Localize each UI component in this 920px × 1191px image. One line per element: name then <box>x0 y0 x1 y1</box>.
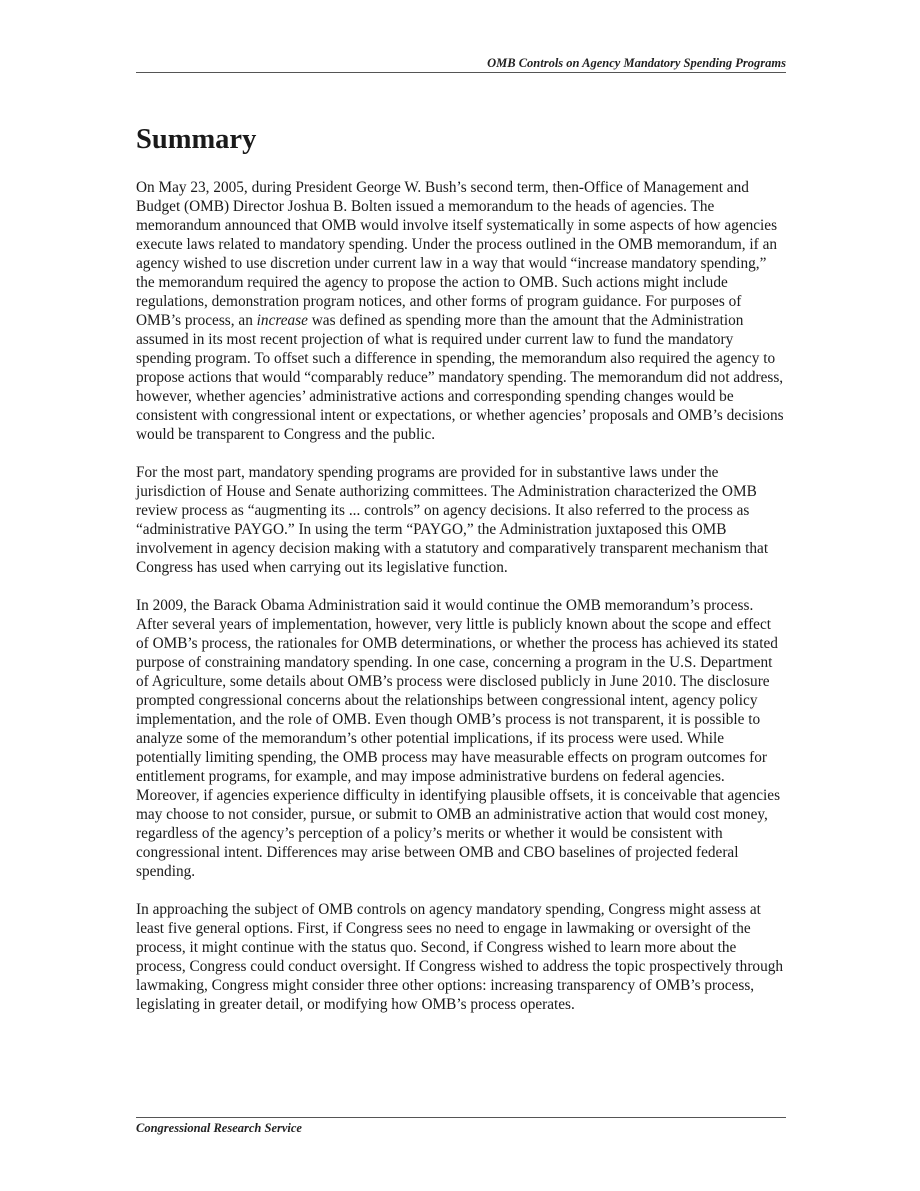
paragraph-1-part-1: On May 23, 2005, during President George W. Bush’s second term, then-Office of Management and Budget (OMB) Director Joshua B. Bolten issued a memorandum to the heads of agencies. The memorandum announced that OMB would involve itself systematically in some aspects of how agencies execute laws related to mandatory spending. Under the process outlined in the OMB memorandum, if an agency wished to use discretion under current law in a way that would “increase mandatory spending,” the memorandum required the agency to propose the action to OMB. Such actions might include regulations, demonstration program notices, and other forms of program guidance. For purposes of OMB’s process, an <box>136 179 778 329</box>
running-header: OMB Controls on Agency Mandatory Spending Programs <box>487 56 786 70</box>
paragraph-4: In approaching the subject of OMB controls on agency mandatory spending, Congress might assess at least five general options. First, if Congress sees no need to engage in lawmaking or oversight of the process, it might continue with the status quo. Second, if Congress wished to learn more about the process, Congress could conduct oversight. If Congress wished to address the topic prospectively through lawmaking, Congress might consider three other options: increasing transparency of OMB’s process, legislating in greater detail, or modifying how OMB’s process operates. <box>136 901 784 1013</box>
paragraph-1 <box>136 178 786 444</box>
paragraph-3: In 2009, the Barack Obama Administration said it would continue the OMB memorandum’s process. After several years of implementation, however, very little is publicly known about the scope and effect of OMB’s process, the rationales for OMB determinations, or whether the process has achieved its stated purpose of constraining mandatory spending. In one case, concerning a program in the U.S. Department of Agriculture, some details about OMB’s process were disclosed publicly in June 2010. The disclosure prompted congressional concerns about the relationships between congressional intent, agency policy implementation, and the role of OMB. Even though OMB’s process is not transparent, it is possible to analyze some of the memorandum’s other potential implications, if its process were used. While potentially limiting spending, the OMB process may have measurable effects on program outcomes for entitlement programs, for example, and may impose administrative burdens on federal agencies. Moreover, if agencies experience difficulty in identifying plausible offsets, it is conceivable that agencies may choose to not consider, pursue, or submit to OMB an administrative action that would cost money, regardless of the agency’s perception of a policy’s merits or whether it would be consistent with congressional intent. Differences may arise between OMB and CBO baselines of projected federal spending. <box>136 597 781 880</box>
header-rule <box>136 72 786 73</box>
paragraph-1-part-2: was defined as spending more than the amount that the Administration assumed in its most recent projection of what is required under current law to fund the mandatory spending program. To offset such a difference in spending, the memorandum also required the agency to propose actions that would “comparably reduce” mandatory spending. The memorandum did not address, however, whether agencies’ administrative actions and corresponding spending changes would be consistent with congressional intent or expectations, or whether agencies’ proposals and OMB’s decisions would be transparent to Congress and the public. <box>136 312 784 443</box>
paragraph-2: For the most part, mandatory spending programs are provided for in substantive laws under the jurisdiction of House and Senate authorizing committees. The Administration characterized the OMB review process as “augmenting its ... controls” on agency decisions. It also referred to the process as “administrative PAYGO.” In using the term “PAYGO,” the Administration juxtaposed this OMB involvement in agency decision making with a statutory and comparatively transparent mechanism that Congress has used when carrying out its legislative function. <box>136 464 769 576</box>
body-text <box>136 178 786 1033</box>
footer-rule <box>136 1117 786 1118</box>
paragraph-1-emphasis: increase <box>256 312 308 329</box>
section-title: Summary <box>136 124 257 155</box>
running-footer: Congressional Research Service <box>136 1121 302 1135</box>
